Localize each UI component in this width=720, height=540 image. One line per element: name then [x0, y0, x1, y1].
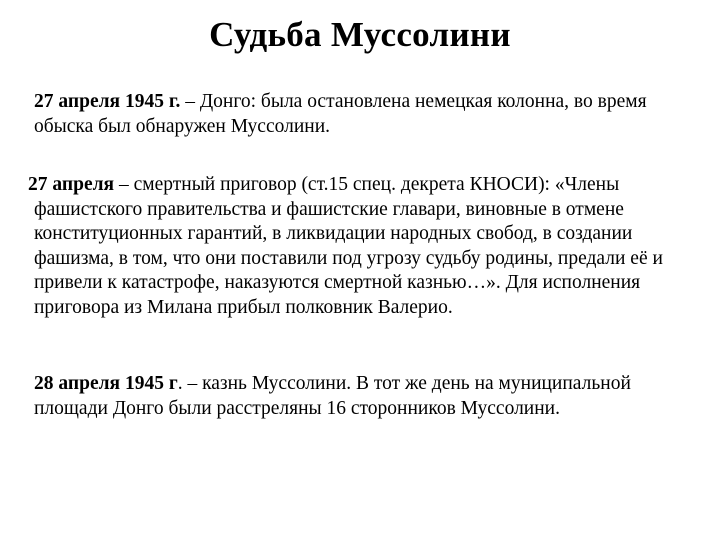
paragraph-date: 27 апреля 1945 г. [34, 91, 181, 112]
paragraph-execution [34, 372, 694, 421]
paragraph-text: – смертный приговор (ст.15 спец. декрета КНОСИ): «Члены фашистского правительства и фашистские главари, виновные в отмене конституционных гарантий, в ликвидации народных свобод, в создании фашизма, в том, что они поставили под угрозу судьбу родины, предали её и привели к катастрофе, наказуются смертной казнью…». Для исполнения приговора из Милана прибыл полковник Валерио. [34, 174, 663, 318]
paragraph-date: 28 апреля 1945 г [34, 373, 178, 394]
paragraph-sentence [28, 173, 694, 320]
paragraph-text: . – казнь Муссолини. В тот же день на муниципальной площади Донго были расстреляны 16 сторонников Муссолини. [34, 373, 631, 419]
page-title: Судьба Муссолини [209, 15, 511, 54]
paragraph-capture [34, 90, 694, 139]
paragraph-text: – Донго: была остановлена немецкая колонна, во время обыска был обнаружен Муссолини. [34, 91, 647, 137]
paragraph-date: 27 апреля [28, 174, 115, 195]
